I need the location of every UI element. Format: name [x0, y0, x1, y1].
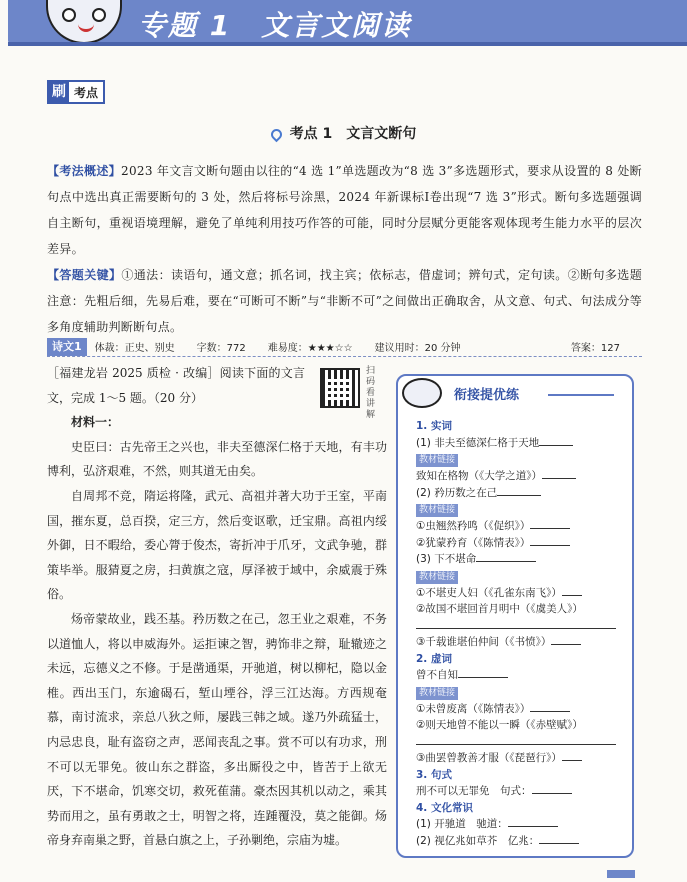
answer-blank[interactable]	[497, 485, 541, 496]
answer-blank[interactable]	[530, 535, 570, 546]
answer-page: 答案：127	[570, 343, 620, 354]
word-count: 字数：772	[196, 343, 246, 354]
section-heading: 4. 文化常识	[416, 801, 473, 814]
answer-blank[interactable]	[551, 634, 581, 645]
textbook-link-tag: 教材链接	[416, 687, 458, 700]
section-heading: 1. 实词	[416, 420, 452, 432]
material-label: 材料一：	[71, 415, 120, 430]
answer-blank[interactable]	[562, 750, 582, 761]
passage-intro: ［福建龙岩 2025 质检 · 改编］阅读下面的文言文，完成 1～5 题。（20 分）	[47, 366, 305, 405]
answer-blank[interactable]	[542, 468, 576, 479]
passage-paragraph: 自周邦不竞，隋运将隆，武元、高祖并著大功于王室，平南国，摧东夏，总百揆，定三方，然后变讴歌，迁宝鼎。高祖内绥外御，日不暇给，委心膂于俊杰，寄折冲于爪牙，文武争驰，群策毕举。服猜夏之房，扫黄旗之寇，厚泽被于域中，余威震于殊俗。	[47, 488, 387, 602]
answer-blank[interactable]	[530, 518, 570, 529]
section-heading: 2. 虚词	[416, 652, 452, 665]
knowledge-point-title: 考点 1 文言文断句	[0, 123, 687, 143]
section-tag-label: 考点	[74, 85, 99, 100]
textbook-link-tag: 教材链接	[416, 504, 458, 517]
answer-blank[interactable]	[416, 618, 616, 629]
suggested-time: 建议用时：20 分钟	[374, 343, 461, 354]
page-corner-mark	[607, 870, 635, 878]
passage	[47, 361, 387, 853]
passage-paragraph: 史臣曰：古先帝王之兴也，非夫至德深仁格于天地，有丰功博利，弘济艰难，不然，则其道无由矣。	[47, 439, 387, 479]
answer-blank[interactable]	[476, 551, 536, 562]
location-pin-icon	[268, 126, 284, 142]
textbook-link-tag: 教材链接	[416, 454, 458, 467]
answer-blank[interactable]	[416, 734, 616, 745]
difficulty: 难易度：★★★☆☆	[267, 343, 353, 354]
textbook-link-tag: 教材链接	[416, 571, 458, 584]
overview-box	[47, 158, 642, 340]
section-heading: 3. 句式	[416, 768, 452, 781]
answer-keys: 【答题关键】①通法：读语句，通文意；抓名词，找主宾；依标志，借虚词；辨句式，定句读。②断句多选题注意：先粗后细，先易后难，要在“可断可不断”与“非断不可”之间做出正确取舍，从文意、句式、句法成分等多角度辅助判断断句点。	[47, 268, 642, 334]
mascot-icon	[402, 378, 442, 408]
practice-sidebar: 衔接提优练 1. 实词 (1) 非夫至德深仁格于天地 教材链接 致知在格物（《大学之道》） (2) 矜历数之在己 教材链接 ①虫翘然矜鸣（《促织》） ②犹蒙矜育（《陈情表》） (3) 下不堪命 教材链接 ①不堪吏人妇（《孔雀东南飞》） ②故国不堪回首月明中（《虞美人》） ③千载谁堪伯仲间（《书愤》） 2. 虚词 曾不自知 教材链接 ①未曾废离（《陈情表》） ②则天地曾不能以一瞬（《赤壁赋》） ③曲罢曾教善才服（《琵琶行》） 3. 句式 刑不可以无罪免 句式： 4. 文化常识 (1) 开驰道 驰道： (2) 视亿兆如草芥 亿兆：	[396, 374, 634, 858]
genre: 体裁：正史、别史	[94, 343, 175, 354]
mascot-icon	[46, 0, 122, 44]
answer-blank[interactable]	[532, 783, 572, 794]
section-tag	[47, 80, 105, 104]
answer-blank[interactable]	[458, 667, 508, 678]
answer-blank[interactable]	[539, 435, 573, 446]
sidebar-title: 衔接提优练	[454, 388, 520, 403]
passage-info-bar	[47, 337, 642, 357]
answer-blank[interactable]	[508, 816, 558, 827]
answer-blank[interactable]	[539, 833, 579, 844]
chapter-banner	[8, 0, 687, 46]
answer-blank[interactable]	[530, 701, 570, 712]
passage-badge: 诗文1	[47, 338, 87, 356]
answer-blank[interactable]	[562, 585, 582, 596]
brush-icon: 刷	[49, 82, 69, 102]
chapter-title: 专题 1 文言文阅读	[138, 9, 412, 42]
passage-paragraph: 炀帝蒙故业，践丕基。矜历数之在己，忽王业之艰难，不务以道恤人，将以申威海外。运拒谏之智，骋饰非之辩，耻辙迹之未远，忘德义之不修。于是凿通渠，开驰道，树以柳杞，隐以金椎。西出玉门，东逾碣石，堑山堙谷，浮三江达海。方西规奄慕，南讨流求，亲总八狄之师，屡践三韩之域。遂乃外疏猛士，内忌忠良，耻有盗窃之声，恶闻丧乱之事。赏不可以有功求，刑不可以无罪免。彼山东之群盗，多出厮役之中，皆苦于上欲无厌，下不堪命，饥寒交切，救死萑蒲。豪杰因其机以动之，乘其势而用之，虽有勇敢之士，明智之将，连踵覆没，莫之能御。炀帝身弃南巢之野，首悬白旗之上，子孙剿绝，宗庙为墟。	[47, 611, 387, 848]
method-overview: 【考法概述】2023 年文言文断句题由以往的“4 选 1”单选题改为“8 选 3”多选题形式，要求从设置的 8 处断句点中选出真正需要断句的 3 处，然后将标号涂黑，2024 年新课标Ⅰ卷出现“7 选 3”形式。断句多选题强调自主断句，重视语境理解，避免了单纯利用技巧作答的可能，同时分层赋分更能客观体现考生能力水平的层次差异。	[47, 164, 642, 256]
qr-caption: 扫码看讲解	[366, 366, 376, 420]
